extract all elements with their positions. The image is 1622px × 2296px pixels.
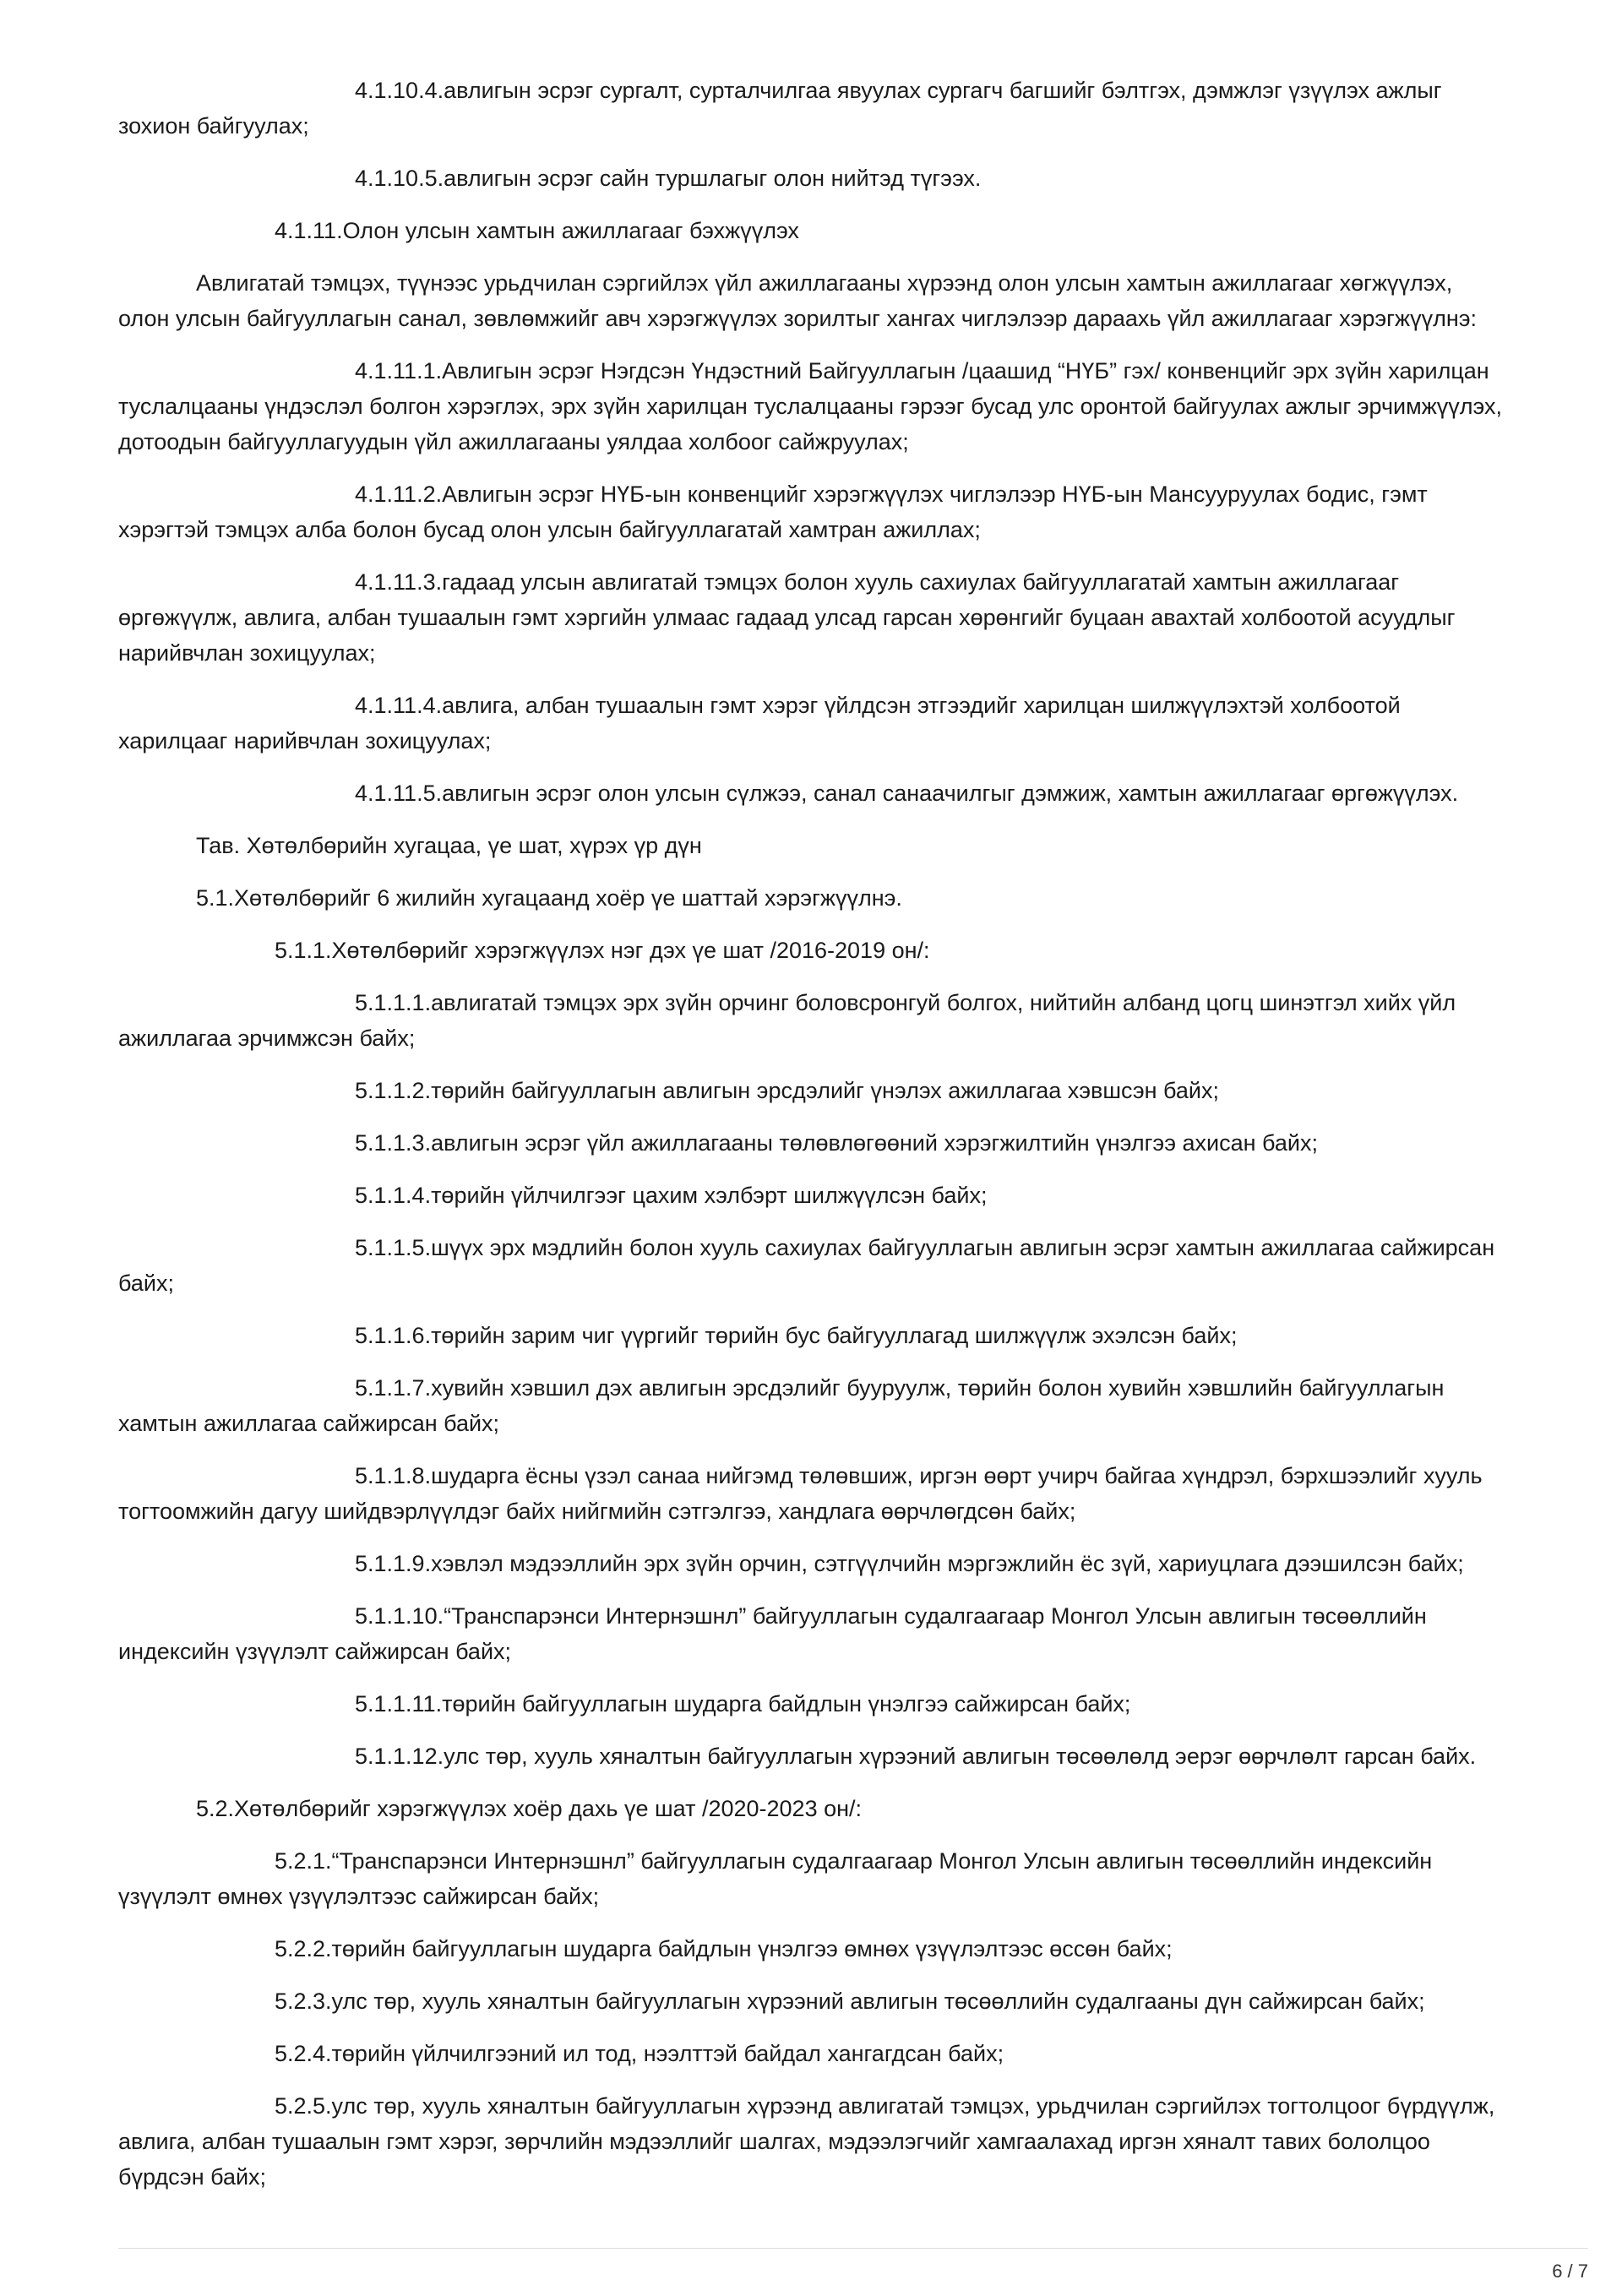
paragraph-4-1-10-5: 4.1.10.5.авлигын эсрэг сайн туршлагыг олон нийтэд түгээх. (355, 166, 982, 191)
paragraph-5-2-3: 5.2.3.улс төр, хууль хяналтын байгууллагын хүрээний авлигын төсөөллийн судалгааны дүн сайжирсан байх; (275, 1989, 1425, 2014)
paragraph-5-1-1-7: 5.1.1.7.хувийн хэвшил дэх авлигын эрсдэлийг бууруулж, төрийн болон хувийн хэвшлийн байгууллагын хамтын ажиллагаа сайжирсан байх; (118, 1375, 1445, 1436)
paragraph-5-2: 5.2.Хөтөлбөрийг хэрэгжүүлэх хоёр дахь үе шат /2020-2023 он/: (196, 1796, 863, 1821)
paragraph-5-1-1-1: 5.1.1.1.авлигатай тэмцэх эрх зүйн орчинг боловсронгуй болгох, нийтийн албанд цогц шинэтгэл хийх үйл ажиллагаа эрчимжсэн байх; (118, 990, 1456, 1051)
paragraph-5-1-1-11: 5.1.1.11.төрийн байгууллагын шударга байдлын үнэлгээ сайжирсан байх; (355, 1691, 1131, 1717)
paragraph-5-2-4: 5.2.4.төрийн үйлчилгээний ил тод, нээлттэй байдал хангагдсан байх; (275, 2041, 1004, 2066)
heading-4-1-11: 4.1.11.Олон улсын хамтын ажиллагааг бэхжүүлэх (275, 218, 799, 243)
footer-divider (118, 2248, 1588, 2249)
paragraph-5-1-1-9: 5.1.1.9.хэвлэл мэдээллийн эрх зүйн орчин, сэтгүүлчийн мэргэжлийн ёс зүй, хариуцлага дээшилсэн байх; (355, 1551, 1464, 1576)
paragraph-5-2-1: 5.2.1.“Транспарэнси Интернэшнл” байгууллагын судалгаагаар Монгол Улсын авлигын төсөөллийн индексийн үзүүлэлт өмнөх үзүүлэлтээс сайжирсан байх; (118, 1848, 1433, 1909)
paragraph-4-1-11-3: 4.1.11.3.гадаад улсын авлигатай тэмцэх болон хууль сахиулах байгууллагатай хамтын ажиллагааг өргөжүүлж, авлига, албан тушаалын гэмт хэргийн улмаас гадаад улсад гарсан хөрөнгийг буцаан авахтай холбоотой асуудлыг нарийвчлан зохицуулах; (118, 569, 1456, 666)
paragraph-4-1-11-4: 4.1.11.4.авлига, албан тушаалын гэмт хэрэг үйлдсэн этгээдийг харилцан шилжүүлэхтэй холбоотой харилцааг нарийвчлан зохицуулах; (118, 693, 1401, 754)
paragraph-5-2-2: 5.2.2.төрийн байгууллагын шударга байдлын үнэлгээ өмнөх үзүүлэлтээс өссөн байх; (275, 1936, 1173, 1961)
paragraph-5-1-1-6: 5.1.1.6.төрийн зарим чиг үүргийг төрийн бус байгууллагад шилжүүлж эхэлсэн байх; (355, 1323, 1238, 1348)
paragraph-5-1-1-8: 5.1.1.8.шударга ёсны үзэл санаа нийгэмд төлөвшиж, иргэн өөрт учирч байгаа хүндрэл, бэрхшээлийг хууль тогтоомжийн дагуу шийдвэрлүүлдэг байх нийгмийн сэтгэлгээ, хандлага өөрчлөгдсөн байх; (118, 1463, 1483, 1524)
paragraph-5-1: 5.1.Хөтөлбөрийг 6 жилийн хугацаанд хоёр үе шаттай хэрэгжүүлнэ. (196, 885, 902, 911)
paragraph-4-1-11-1: 4.1.11.1.Авлигын эсрэг Нэгдсэн Үндэстний Байгууллагын /цаашид “НҮБ” гэх/ конвенцийг эрх зүйн харилцан туслалцааны үндэслэл болгон хэрэглэх, эрх зүйн харилцан туслалцааны гэрээг бусад улс оронтой байгуулах ажлыг эрчимжүүлэх, дотоодын байгууллагуудын үйл ажиллагааны уялдаа холбоог сайжруулах; (118, 358, 1502, 454)
paragraph-5-1-1: 5.1.1.Хөтөлбөрийг хэрэгжүүлэх нэг дэх үе шат /2016-2019 он/: (275, 938, 930, 963)
paragraph-5-1-1-10: 5.1.1.10.“Транспарэнси Интернэшнл” байгууллагын судалгаагаар Монгол Улсын авлигын төсөөллийн индексийн үзүүлэлт сайжирсан байх; (118, 1603, 1427, 1664)
paragraph-5-1-1-3: 5.1.1.3.авлигын эсрэг үйл ажиллагааны төлөвлөгөөний хэрэгжилтийн үнэлгээ ахисан байх; (355, 1130, 1318, 1156)
paragraph-4-1-10-4: 4.1.10.4.авлигын эсрэг сургалт, сурталчилгаа явуулах сургагч багшийг бэлтгэх, дэмжлэг үзүүлэх ажлыг зохион байгуулах; (118, 78, 1442, 139)
paragraph-4-1-11-5: 4.1.11.5.авлигын эсрэг олон улсын сүлжээ, санал санаачилгыг дэмжиж, хамтын ажиллагааг өргөжүүлэх. (355, 781, 1459, 806)
paragraph-5-1-1-12: 5.1.1.12.улс төр, хууль хяналтын байгууллагын хүрээний авлигын төсөөлөлд эерэг өөрчлөлт гарсан байх. (355, 1744, 1477, 1769)
paragraph-5-2-5: 5.2.5.улс төр, хууль хяналтын байгууллагын хүрээнд авлигатай тэмцэх, урьдчилан сэргийлэх тогтолцоог бүрдүүлж, авлига, албан тушаалын гэмт хэрэг, зөрчлийн мэдээллийг шалгах, мэдээлэгчийг хамгаалахад иргэн хяналт тавих бололцоо бүрдсэн байх; (118, 2093, 1495, 2190)
section-heading-5: Тав. Хөтөлбөрийн хугацаа, үе шат, хүрэх үр дүн (196, 833, 702, 858)
paragraph-5-1-1-4: 5.1.1.4.төрийн үйлчилгээг цахим хэлбэрт шилжүүлсэн байх; (355, 1183, 988, 1208)
paragraph-4-1-11-2: 4.1.11.2.Авлигын эсрэг НҮБ-ын конвенцийг хэрэгжүүлэх чиглэлээр НҮБ-ын Мансууруулах бодис, гэмт хэрэгтэй тэмцэх алба болон бусад олон улсын байгууллагатай хамтран ажиллах; (118, 482, 1428, 542)
paragraph-5-1-1-5: 5.1.1.5.шүүх эрх мэдлийн болон хууль сахиулах байгууллагын авлигын эсрэг хамтын ажиллагаа сайжирсан байх; (118, 1235, 1495, 1296)
paragraph-5-1-1-2: 5.1.1.2.төрийн байгууллагын авлигын эрсдэлийг үнэлэх ажиллагаа хэвшсэн байх; (355, 1078, 1219, 1103)
page-number: 6 / 7 (1552, 2261, 1588, 2282)
paragraph-intro-4-1-11: Авлигатай тэмцэх, түүнээс урьдчилан сэргийлэх үйл ажиллагааны хүрээнд олон улсын хамтын ажиллагааг хөгжүүлэх, олон улсын байгууллагын санал, зөвлөмжийг авч хэрэгжүүлэх зорилтыг хангах чиглэлээр дараахь үйл ажиллагааг хэрэгжүүлнэ: (118, 270, 1478, 331)
